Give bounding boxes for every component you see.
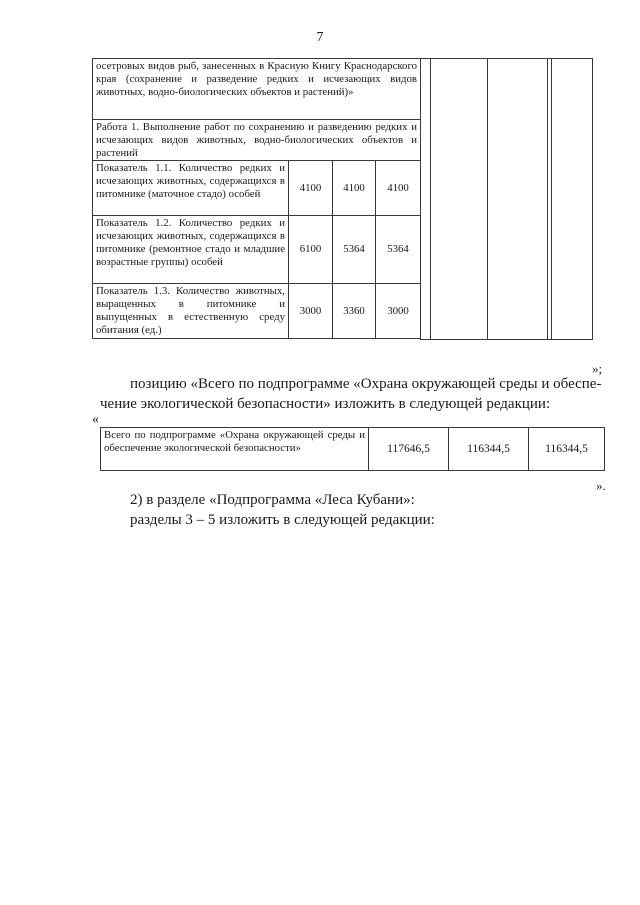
paragraph-line: позицию «Всего по подпрограмме «Охрана окружающей среды и обеспе- xyxy=(130,376,602,392)
empty-cell xyxy=(93,339,421,340)
indicator-label: Показатель 1.3. Количество животных, выращенных в питомнике и выпущенных в естественную среду обитания (ед.) xyxy=(93,284,289,339)
indicator-value: 4100 xyxy=(376,161,421,216)
quote-open-mark: « xyxy=(92,412,99,427)
quote-end-mark: ». xyxy=(596,478,606,493)
indicator-label: Показатель 1.2. Количество редких и исчезающих животных, содержащихся в питомнике (ремонтное стадо и младшие возрастные группы) особей xyxy=(93,216,289,284)
total-value: 116344,5 xyxy=(449,428,529,471)
indicator-label: Показатель 1.1. Количество редких и исчезающих животных, содержащихся в питомнике (маточное стадо) особей xyxy=(93,161,289,216)
paragraph-section: 2) в разделе «Подпрограмма «Леса Кубани»: xyxy=(130,492,415,508)
paragraph-line: чение экологической безопасности» изложить в следующей редакции: xyxy=(100,396,551,412)
quote-end-mark: »; xyxy=(592,361,603,376)
paragraph-position xyxy=(100,374,608,414)
indicator-value: 4100 xyxy=(333,161,376,216)
indicator-value: 3000 xyxy=(376,284,421,339)
total-label: Всего по подпрограмме «Охрана окружающей среды и обеспечение экологической безопасности» xyxy=(101,428,369,471)
paragraph-sections-range: разделы 3 – 5 изложить в следующей редакции: xyxy=(130,512,435,528)
empty-cell xyxy=(421,59,431,340)
indicator-value: 3000 xyxy=(289,284,333,339)
continuation-cell: осетровых видов рыб, занесенных в Красную Книгу Краснодарского края (сохранение и разведение редких и исчезающих видов животных, водно-биологических объектов и растений)» xyxy=(93,59,421,120)
page-number: 7 xyxy=(316,30,324,45)
indicator-value: 3360 xyxy=(333,284,376,339)
indicators-table xyxy=(92,58,593,340)
empty-cell xyxy=(431,59,488,340)
total-table xyxy=(100,427,605,471)
indicator-value: 6100 xyxy=(289,216,333,284)
indicator-value: 5364 xyxy=(376,216,421,284)
table-row xyxy=(93,59,593,120)
empty-cell xyxy=(488,59,548,340)
total-value: 117646,5 xyxy=(369,428,449,471)
indicator-value: 4100 xyxy=(289,161,333,216)
indicator-value: 5364 xyxy=(333,216,376,284)
total-value: 116344,5 xyxy=(529,428,605,471)
table-row xyxy=(101,428,605,471)
work-cell: Работа 1. Выполнение работ по сохранению и разведению редких и исчезающих видов животных, водно-биологических объектов и растений xyxy=(93,120,421,161)
empty-cell xyxy=(552,59,593,340)
